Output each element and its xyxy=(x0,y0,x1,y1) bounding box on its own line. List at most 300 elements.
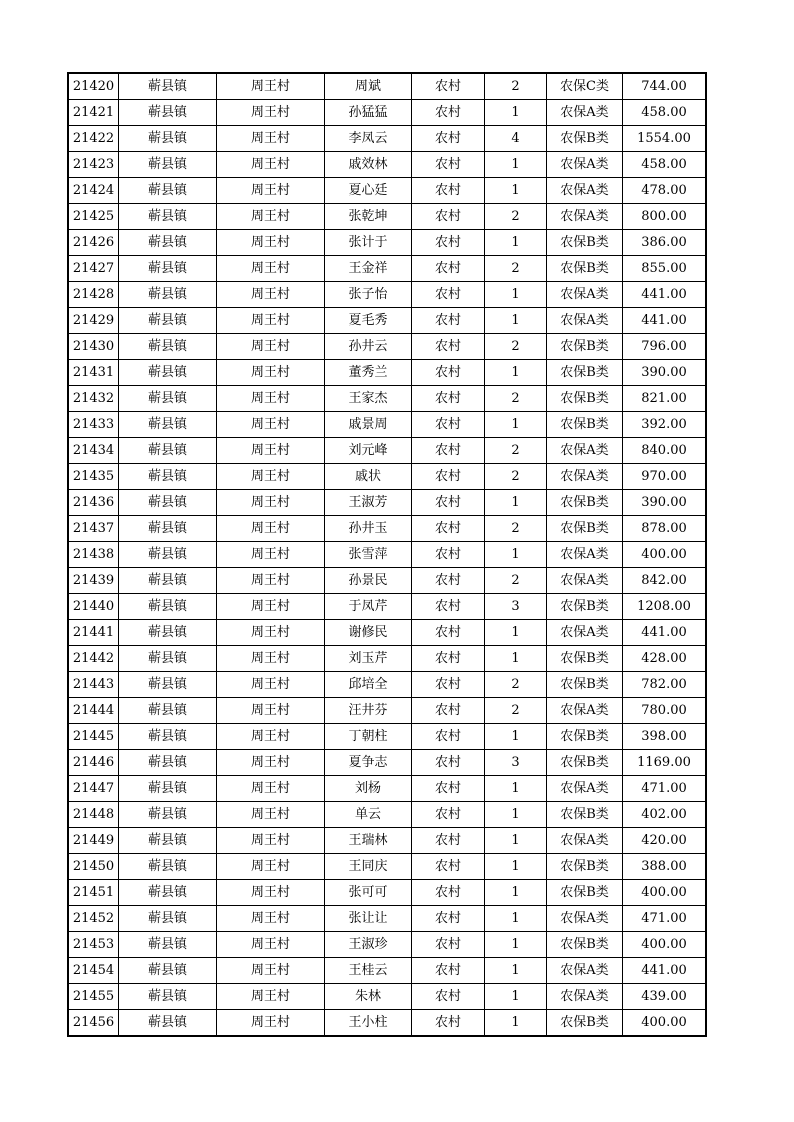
table-row xyxy=(68,568,706,594)
insurance-category-cell: 农保B类 xyxy=(547,724,623,750)
person-count-cell: 1 xyxy=(485,932,547,958)
insurance-category-cell: 农保B类 xyxy=(547,490,623,516)
village-cell: 周王村 xyxy=(217,100,325,126)
town-cell: 蕲县镇 xyxy=(119,854,217,880)
village-cell: 周王村 xyxy=(217,152,325,178)
row-id-cell: 21420 xyxy=(68,73,119,100)
table-row xyxy=(68,542,706,568)
person-count-cell: 3 xyxy=(485,750,547,776)
town-cell: 蕲县镇 xyxy=(119,776,217,802)
row-id-cell: 21443 xyxy=(68,672,119,698)
insurance-category-cell: 农保A类 xyxy=(547,308,623,334)
person-count-cell: 1 xyxy=(485,776,547,802)
household-type-cell: 农村 xyxy=(412,73,485,100)
row-id-cell: 21440 xyxy=(68,594,119,620)
person-count-cell: 2 xyxy=(485,568,547,594)
town-cell: 蕲县镇 xyxy=(119,568,217,594)
insurance-category-cell: 农保A类 xyxy=(547,984,623,1010)
household-type-cell: 农村 xyxy=(412,542,485,568)
amount-cell: 388.00 xyxy=(623,854,707,880)
name-cell: 夏争志 xyxy=(325,750,412,776)
table-row xyxy=(68,490,706,516)
name-cell: 邱培全 xyxy=(325,672,412,698)
town-cell: 蕲县镇 xyxy=(119,360,217,386)
person-count-cell: 1 xyxy=(485,412,547,438)
village-cell: 周王村 xyxy=(217,984,325,1010)
name-cell: 于凤芹 xyxy=(325,594,412,620)
name-cell: 孙猛猛 xyxy=(325,100,412,126)
village-cell: 周王村 xyxy=(217,1010,325,1037)
table-row xyxy=(68,880,706,906)
table-body xyxy=(68,73,706,1036)
village-cell: 周王村 xyxy=(217,73,325,100)
amount-cell: 458.00 xyxy=(623,152,707,178)
insurance-category-cell: 农保B类 xyxy=(547,386,623,412)
amount-cell: 428.00 xyxy=(623,646,707,672)
table-row xyxy=(68,646,706,672)
row-id-cell: 21429 xyxy=(68,308,119,334)
name-cell: 王家杰 xyxy=(325,386,412,412)
insurance-category-cell: 农保B类 xyxy=(547,854,623,880)
town-cell: 蕲县镇 xyxy=(119,542,217,568)
town-cell: 蕲县镇 xyxy=(119,490,217,516)
village-cell: 周王村 xyxy=(217,126,325,152)
household-type-cell: 农村 xyxy=(412,568,485,594)
amount-cell: 1169.00 xyxy=(623,750,707,776)
person-count-cell: 1 xyxy=(485,724,547,750)
household-type-cell: 农村 xyxy=(412,412,485,438)
village-cell: 周王村 xyxy=(217,568,325,594)
insurance-category-cell: 农保B类 xyxy=(547,360,623,386)
amount-cell: 402.00 xyxy=(623,802,707,828)
household-type-cell: 农村 xyxy=(412,100,485,126)
insurance-category-cell: 农保B类 xyxy=(547,672,623,698)
insurance-category-cell: 农保A类 xyxy=(547,204,623,230)
town-cell: 蕲县镇 xyxy=(119,802,217,828)
table-row xyxy=(68,1010,706,1037)
town-cell: 蕲县镇 xyxy=(119,386,217,412)
village-cell: 周王村 xyxy=(217,282,325,308)
household-type-cell: 农村 xyxy=(412,724,485,750)
row-id-cell: 21431 xyxy=(68,360,119,386)
town-cell: 蕲县镇 xyxy=(119,646,217,672)
name-cell: 单云 xyxy=(325,802,412,828)
table-row xyxy=(68,958,706,984)
household-type-cell: 农村 xyxy=(412,490,485,516)
insurance-category-cell: 农保A类 xyxy=(547,828,623,854)
insurance-category-cell: 农保A类 xyxy=(547,542,623,568)
name-cell: 谢修民 xyxy=(325,620,412,646)
town-cell: 蕲县镇 xyxy=(119,750,217,776)
household-type-cell: 农村 xyxy=(412,698,485,724)
table-row xyxy=(68,386,706,412)
town-cell: 蕲县镇 xyxy=(119,204,217,230)
town-cell: 蕲县镇 xyxy=(119,438,217,464)
household-type-cell: 农村 xyxy=(412,802,485,828)
household-type-cell: 农村 xyxy=(412,776,485,802)
table-row xyxy=(68,828,706,854)
village-cell: 周王村 xyxy=(217,776,325,802)
household-type-cell: 农村 xyxy=(412,594,485,620)
table-row xyxy=(68,412,706,438)
name-cell: 孙井玉 xyxy=(325,516,412,542)
person-count-cell: 1 xyxy=(485,906,547,932)
amount-cell: 400.00 xyxy=(623,1010,707,1037)
person-count-cell: 1 xyxy=(485,282,547,308)
town-cell: 蕲县镇 xyxy=(119,984,217,1010)
village-cell: 周王村 xyxy=(217,308,325,334)
name-cell: 张乾坤 xyxy=(325,204,412,230)
row-id-cell: 21430 xyxy=(68,334,119,360)
amount-cell: 744.00 xyxy=(623,73,707,100)
name-cell: 汪井芬 xyxy=(325,698,412,724)
household-type-cell: 农村 xyxy=(412,958,485,984)
person-count-cell: 2 xyxy=(485,204,547,230)
person-count-cell: 4 xyxy=(485,126,547,152)
row-id-cell: 21441 xyxy=(68,620,119,646)
table-row xyxy=(68,594,706,620)
table-row xyxy=(68,230,706,256)
amount-cell: 796.00 xyxy=(623,334,707,360)
insurance-category-cell: 农保A类 xyxy=(547,906,623,932)
household-type-cell: 农村 xyxy=(412,282,485,308)
person-count-cell: 2 xyxy=(485,438,547,464)
amount-cell: 390.00 xyxy=(623,360,707,386)
village-cell: 周王村 xyxy=(217,386,325,412)
insurance-category-cell: 农保A类 xyxy=(547,178,623,204)
village-cell: 周王村 xyxy=(217,724,325,750)
row-id-cell: 21421 xyxy=(68,100,119,126)
amount-cell: 878.00 xyxy=(623,516,707,542)
name-cell: 刘元峰 xyxy=(325,438,412,464)
row-id-cell: 21424 xyxy=(68,178,119,204)
person-count-cell: 1 xyxy=(485,620,547,646)
name-cell: 张子怡 xyxy=(325,282,412,308)
village-cell: 周王村 xyxy=(217,412,325,438)
household-type-cell: 农村 xyxy=(412,1010,485,1037)
village-cell: 周王村 xyxy=(217,256,325,282)
household-type-cell: 农村 xyxy=(412,854,485,880)
household-type-cell: 农村 xyxy=(412,256,485,282)
insurance-category-cell: 农保A类 xyxy=(547,698,623,724)
village-cell: 周王村 xyxy=(217,698,325,724)
household-type-cell: 农村 xyxy=(412,334,485,360)
amount-cell: 478.00 xyxy=(623,178,707,204)
insurance-category-cell: 农保B类 xyxy=(547,594,623,620)
person-count-cell: 2 xyxy=(485,386,547,412)
name-cell: 孙景民 xyxy=(325,568,412,594)
town-cell: 蕲县镇 xyxy=(119,100,217,126)
household-type-cell: 农村 xyxy=(412,360,485,386)
insurance-category-cell: 农保A类 xyxy=(547,958,623,984)
table-row xyxy=(68,464,706,490)
name-cell: 王小柱 xyxy=(325,1010,412,1037)
table-row xyxy=(68,100,706,126)
person-count-cell: 1 xyxy=(485,490,547,516)
town-cell: 蕲县镇 xyxy=(119,334,217,360)
amount-cell: 386.00 xyxy=(623,230,707,256)
amount-cell: 441.00 xyxy=(623,958,707,984)
row-id-cell: 21454 xyxy=(68,958,119,984)
person-count-cell: 2 xyxy=(485,516,547,542)
table-row xyxy=(68,204,706,230)
village-cell: 周王村 xyxy=(217,490,325,516)
village-cell: 周王村 xyxy=(217,360,325,386)
amount-cell: 471.00 xyxy=(623,906,707,932)
row-id-cell: 21447 xyxy=(68,776,119,802)
name-cell: 王瑞林 xyxy=(325,828,412,854)
person-count-cell: 3 xyxy=(485,594,547,620)
row-id-cell: 21439 xyxy=(68,568,119,594)
amount-cell: 842.00 xyxy=(623,568,707,594)
person-count-cell: 1 xyxy=(485,802,547,828)
person-count-cell: 1 xyxy=(485,230,547,256)
town-cell: 蕲县镇 xyxy=(119,178,217,204)
amount-cell: 821.00 xyxy=(623,386,707,412)
person-count-cell: 2 xyxy=(485,334,547,360)
person-count-cell: 2 xyxy=(485,698,547,724)
row-id-cell: 21450 xyxy=(68,854,119,880)
row-id-cell: 21444 xyxy=(68,698,119,724)
town-cell: 蕲县镇 xyxy=(119,282,217,308)
household-type-cell: 农村 xyxy=(412,672,485,698)
insurance-category-cell: 农保A类 xyxy=(547,100,623,126)
person-count-cell: 2 xyxy=(485,464,547,490)
village-cell: 周王村 xyxy=(217,334,325,360)
person-count-cell: 1 xyxy=(485,828,547,854)
village-cell: 周王村 xyxy=(217,542,325,568)
row-id-cell: 21426 xyxy=(68,230,119,256)
insurance-category-cell: 农保B类 xyxy=(547,334,623,360)
person-count-cell: 1 xyxy=(485,178,547,204)
name-cell: 王金祥 xyxy=(325,256,412,282)
household-type-cell: 农村 xyxy=(412,126,485,152)
amount-cell: 420.00 xyxy=(623,828,707,854)
table-row xyxy=(68,360,706,386)
name-cell: 张雪萍 xyxy=(325,542,412,568)
town-cell: 蕲县镇 xyxy=(119,73,217,100)
table-row xyxy=(68,308,706,334)
insurance-category-cell: 农保B类 xyxy=(547,126,623,152)
town-cell: 蕲县镇 xyxy=(119,152,217,178)
village-cell: 周王村 xyxy=(217,854,325,880)
person-count-cell: 1 xyxy=(485,880,547,906)
insurance-category-cell: 农保A类 xyxy=(547,776,623,802)
village-cell: 周王村 xyxy=(217,646,325,672)
name-cell: 戚状 xyxy=(325,464,412,490)
amount-cell: 439.00 xyxy=(623,984,707,1010)
row-id-cell: 21428 xyxy=(68,282,119,308)
row-id-cell: 21452 xyxy=(68,906,119,932)
insurance-category-cell: 农保A类 xyxy=(547,152,623,178)
amount-cell: 1554.00 xyxy=(623,126,707,152)
insurance-category-cell: 农保A类 xyxy=(547,438,623,464)
row-id-cell: 21434 xyxy=(68,438,119,464)
household-type-cell: 农村 xyxy=(412,230,485,256)
table-row xyxy=(68,984,706,1010)
row-id-cell: 21432 xyxy=(68,386,119,412)
name-cell: 戚效林 xyxy=(325,152,412,178)
village-cell: 周王村 xyxy=(217,750,325,776)
amount-cell: 970.00 xyxy=(623,464,707,490)
name-cell: 夏毛秀 xyxy=(325,308,412,334)
person-count-cell: 1 xyxy=(485,854,547,880)
name-cell: 张可可 xyxy=(325,880,412,906)
household-type-cell: 农村 xyxy=(412,620,485,646)
town-cell: 蕲县镇 xyxy=(119,828,217,854)
person-count-cell: 2 xyxy=(485,256,547,282)
village-cell: 周王村 xyxy=(217,204,325,230)
town-cell: 蕲县镇 xyxy=(119,412,217,438)
town-cell: 蕲县镇 xyxy=(119,698,217,724)
insurance-category-cell: 农保B类 xyxy=(547,516,623,542)
name-cell: 王桂云 xyxy=(325,958,412,984)
village-cell: 周王村 xyxy=(217,178,325,204)
table-row xyxy=(68,802,706,828)
table-row xyxy=(68,178,706,204)
name-cell: 孙井云 xyxy=(325,334,412,360)
amount-cell: 398.00 xyxy=(623,724,707,750)
town-cell: 蕲县镇 xyxy=(119,308,217,334)
row-id-cell: 21425 xyxy=(68,204,119,230)
town-cell: 蕲县镇 xyxy=(119,724,217,750)
amount-cell: 441.00 xyxy=(623,308,707,334)
household-type-cell: 农村 xyxy=(412,152,485,178)
town-cell: 蕲县镇 xyxy=(119,1010,217,1037)
village-cell: 周王村 xyxy=(217,594,325,620)
household-type-cell: 农村 xyxy=(412,516,485,542)
table-row xyxy=(68,126,706,152)
amount-cell: 400.00 xyxy=(623,542,707,568)
household-type-cell: 农村 xyxy=(412,646,485,672)
name-cell: 丁朝柱 xyxy=(325,724,412,750)
household-type-cell: 农村 xyxy=(412,464,485,490)
person-count-cell: 1 xyxy=(485,542,547,568)
row-id-cell: 21445 xyxy=(68,724,119,750)
household-type-cell: 农村 xyxy=(412,906,485,932)
table-row xyxy=(68,256,706,282)
village-cell: 周王村 xyxy=(217,672,325,698)
person-count-cell: 1 xyxy=(485,308,547,334)
town-cell: 蕲县镇 xyxy=(119,516,217,542)
town-cell: 蕲县镇 xyxy=(119,126,217,152)
row-id-cell: 21446 xyxy=(68,750,119,776)
town-cell: 蕲县镇 xyxy=(119,256,217,282)
person-count-cell: 1 xyxy=(485,1010,547,1037)
name-cell: 李凤云 xyxy=(325,126,412,152)
row-id-cell: 21451 xyxy=(68,880,119,906)
table-row xyxy=(68,932,706,958)
name-cell: 张计于 xyxy=(325,230,412,256)
town-cell: 蕲县镇 xyxy=(119,906,217,932)
person-count-cell: 1 xyxy=(485,984,547,1010)
insurance-category-cell: 农保A类 xyxy=(547,620,623,646)
row-id-cell: 21438 xyxy=(68,542,119,568)
household-type-cell: 农村 xyxy=(412,386,485,412)
insurance-category-cell: 农保A类 xyxy=(547,282,623,308)
table-row xyxy=(68,620,706,646)
insurance-category-cell: 农保B类 xyxy=(547,750,623,776)
table-row xyxy=(68,334,706,360)
name-cell: 王淑芳 xyxy=(325,490,412,516)
insurance-category-cell: 农保A类 xyxy=(547,464,623,490)
insurance-category-cell: 农保B类 xyxy=(547,932,623,958)
name-cell: 董秀兰 xyxy=(325,360,412,386)
insurance-category-cell: 农保A类 xyxy=(547,568,623,594)
data-table xyxy=(67,72,707,1037)
amount-cell: 782.00 xyxy=(623,672,707,698)
person-count-cell: 1 xyxy=(485,360,547,386)
table-row xyxy=(68,698,706,724)
village-cell: 周王村 xyxy=(217,802,325,828)
village-cell: 周王村 xyxy=(217,516,325,542)
household-type-cell: 农村 xyxy=(412,984,485,1010)
table-row xyxy=(68,73,706,100)
row-id-cell: 21423 xyxy=(68,152,119,178)
village-cell: 周王村 xyxy=(217,828,325,854)
household-type-cell: 农村 xyxy=(412,932,485,958)
household-type-cell: 农村 xyxy=(412,750,485,776)
amount-cell: 840.00 xyxy=(623,438,707,464)
village-cell: 周王村 xyxy=(217,932,325,958)
village-cell: 周王村 xyxy=(217,230,325,256)
row-id-cell: 21449 xyxy=(68,828,119,854)
amount-cell: 471.00 xyxy=(623,776,707,802)
amount-cell: 855.00 xyxy=(623,256,707,282)
table-row xyxy=(68,906,706,932)
row-id-cell: 21448 xyxy=(68,802,119,828)
person-count-cell: 1 xyxy=(485,646,547,672)
village-cell: 周王村 xyxy=(217,464,325,490)
name-cell: 刘玉芹 xyxy=(325,646,412,672)
amount-cell: 441.00 xyxy=(623,282,707,308)
household-type-cell: 农村 xyxy=(412,880,485,906)
person-count-cell: 1 xyxy=(485,152,547,178)
name-cell: 张让让 xyxy=(325,906,412,932)
person-count-cell: 2 xyxy=(485,73,547,100)
amount-cell: 390.00 xyxy=(623,490,707,516)
town-cell: 蕲县镇 xyxy=(119,958,217,984)
name-cell: 周斌 xyxy=(325,73,412,100)
amount-cell: 400.00 xyxy=(623,932,707,958)
amount-cell: 392.00 xyxy=(623,412,707,438)
town-cell: 蕲县镇 xyxy=(119,672,217,698)
household-type-cell: 农村 xyxy=(412,178,485,204)
row-id-cell: 21453 xyxy=(68,932,119,958)
amount-cell: 1208.00 xyxy=(623,594,707,620)
table-row xyxy=(68,152,706,178)
row-id-cell: 21456 xyxy=(68,1010,119,1037)
town-cell: 蕲县镇 xyxy=(119,230,217,256)
person-count-cell: 2 xyxy=(485,672,547,698)
village-cell: 周王村 xyxy=(217,906,325,932)
village-cell: 周王村 xyxy=(217,880,325,906)
table-row xyxy=(68,724,706,750)
name-cell: 王同庆 xyxy=(325,854,412,880)
amount-cell: 441.00 xyxy=(623,620,707,646)
row-id-cell: 21437 xyxy=(68,516,119,542)
insurance-category-cell: 农保B类 xyxy=(547,880,623,906)
table-row xyxy=(68,750,706,776)
table-row xyxy=(68,438,706,464)
row-id-cell: 21442 xyxy=(68,646,119,672)
row-id-cell: 21455 xyxy=(68,984,119,1010)
name-cell: 朱林 xyxy=(325,984,412,1010)
town-cell: 蕲县镇 xyxy=(119,880,217,906)
table-row xyxy=(68,282,706,308)
row-id-cell: 21435 xyxy=(68,464,119,490)
person-count-cell: 1 xyxy=(485,958,547,984)
